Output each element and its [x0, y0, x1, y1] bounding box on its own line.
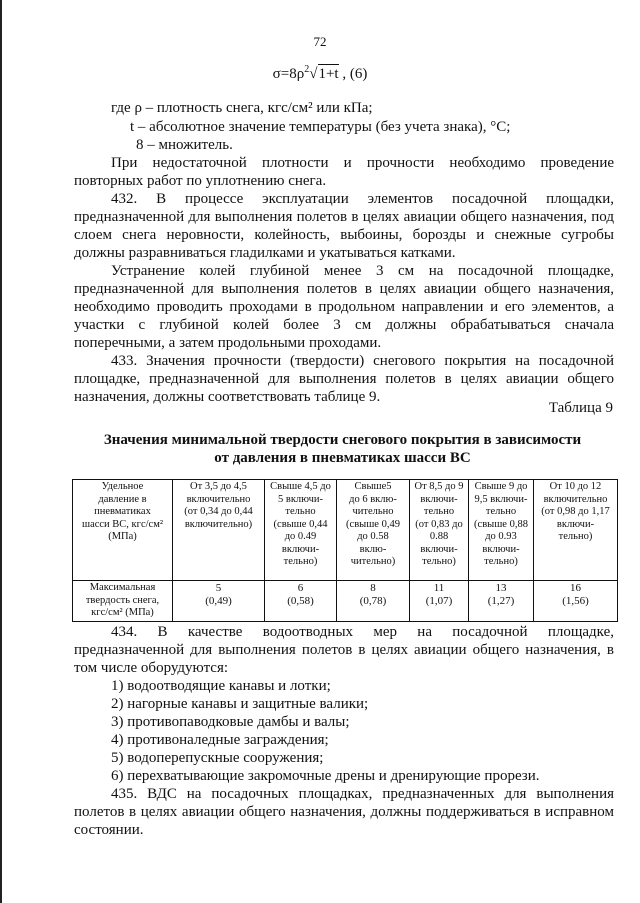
formula-radicand: 1+t — [318, 66, 339, 82]
cell-line: (0,49) — [205, 594, 232, 607]
cell-line: пневматиках — [94, 506, 151, 517]
cell-line: включи- — [482, 543, 520, 555]
cell-line: тельно) — [422, 556, 456, 567]
paragraph-line: 434. В качестве водоотводных мер на посадочной площадке, — [111, 624, 614, 640]
list-item: 5) водоперепускные сооружения; — [111, 750, 324, 766]
formula-6 — [0, 64, 640, 83]
paragraph-line: состоянии. — [74, 822, 144, 838]
cell-line: (свыше 0,49 — [346, 518, 400, 530]
cell-line: (0,58) — [287, 594, 314, 607]
paragraph-line: назначения, должны соответствовать таблице 9. — [74, 389, 381, 405]
cell-line: От 3,5 до 4,5 — [190, 481, 247, 492]
list-item: 1) водоотводящие канавы и лотки; — [111, 678, 331, 694]
cell-line: Максимальная — [89, 582, 156, 593]
value-cell — [469, 581, 534, 622]
header-cell — [469, 480, 534, 581]
cell-line: тельно — [485, 506, 517, 517]
paragraph-line: том числе оборудуются: — [74, 660, 229, 676]
paragraph-line: 433. Значения прочности (твердости) снегового покрытия на посадочной — [111, 353, 614, 369]
header-cell — [337, 480, 410, 581]
formula-left: σ=8ρ — [272, 66, 305, 82]
paragraph-line: предназначенной для выполнения полетов в целях авиации общего назначения, в — [74, 642, 614, 658]
cell-line: включи- — [420, 493, 458, 505]
header-cell — [173, 480, 265, 581]
cell-line: 9,5 включи- — [474, 493, 528, 505]
cell-line: до 0.49 — [284, 531, 317, 542]
cell-line: От 10 до 12 — [549, 481, 602, 492]
cell-line: кгс/см² (МПа) — [91, 607, 154, 618]
cell-line: (свыше 0,88 — [474, 518, 528, 530]
sqrt-sign: √ — [309, 66, 318, 82]
paragraph-line: площадке, предназначенной для выполнения полетов в целях авиации общего — [74, 371, 614, 387]
cell-line: тельно) — [558, 531, 593, 542]
cell-line: Свыше 9 до — [474, 481, 528, 492]
list-item: 4) противоналедные заграждения; — [111, 732, 329, 748]
list-item: 3) противопаводковые дамбы и валы; — [111, 714, 350, 730]
where-line: где ρ – плотность снега, кгс/см² или кПа; — [111, 100, 373, 116]
where-line: 8 – множитель. — [136, 137, 233, 153]
header-label-cell — [73, 480, 173, 581]
cell-line: чительно — [352, 506, 394, 517]
paragraph-line: полетов в целях авиации общего назначения, должны поддерживаться в исправном — [74, 804, 614, 820]
cell-line: тельно) — [283, 556, 318, 567]
formula-exponent: 2 — [304, 64, 310, 75]
cell-line: вклю- — [359, 543, 387, 555]
cell-line: (0,78) — [359, 594, 387, 607]
cell-line: Свыше 4,5 до — [270, 481, 331, 492]
table-title: от давления в пневматиках шасси ВС — [214, 450, 471, 466]
cell-line: 8 — [370, 582, 376, 594]
cell-line: включи- — [281, 543, 320, 555]
cell-line: (1,27) — [487, 594, 515, 607]
cell-line: (свыше 0,44 — [273, 518, 328, 530]
cell-line: твердость снега, — [85, 594, 160, 606]
paragraph-line: слоем снега неровности, колейность, выбоины, борозды и снежные сугробы — [74, 227, 614, 243]
cell-line: (1,56) — [562, 594, 589, 607]
paragraph-line: 432. В процессе эксплуатации элементов посадочной площадки, — [111, 191, 614, 207]
cell-line: (МПа) — [108, 531, 137, 542]
cell-line: От 8,5 до 9 — [414, 481, 464, 492]
cell-line: давление в — [98, 493, 147, 505]
value-cell — [173, 581, 265, 622]
cell-line: тельно — [285, 506, 316, 517]
cell-line: 5 включи- — [277, 493, 323, 505]
cell-line: до 0.58 — [357, 531, 389, 542]
cell-line: тельно — [423, 506, 455, 517]
table-row — [73, 581, 618, 622]
cell-line: чительно) — [350, 556, 396, 567]
table-label: Таблица 9 — [548, 400, 613, 416]
value-cell — [337, 581, 410, 622]
cell-line: 6 — [297, 582, 304, 594]
cell-line: (1,07) — [425, 594, 453, 607]
formula-reference: , (6) — [338, 66, 368, 82]
paragraph-line: При недостаточной плотности и прочности необходимо проведение — [111, 155, 614, 171]
cell-line: 16 — [570, 582, 581, 594]
cell-line: включи- — [556, 518, 595, 530]
paragraph-line: повторных работ по уплотнению снега. — [74, 173, 327, 189]
header-cell — [410, 480, 469, 581]
cell-line: включительно — [186, 493, 251, 505]
paragraph-line: Устранение колей глубиной менее 3 см на посадочной площадке, — [111, 263, 614, 279]
where-line: t – абсолютное значение температуры (без учета знака), °C; — [130, 119, 511, 135]
paragraph-line: поперечными, а затем продольными проходами. — [74, 335, 382, 351]
scan-edge — [0, 0, 2, 903]
cell-line: 11 — [433, 582, 445, 594]
cell-line: Удельное — [101, 481, 144, 492]
cell-line: 0.88 — [429, 531, 449, 542]
cell-line: тельно) — [484, 556, 518, 567]
table-title: Значения минимальной твердости снегового покрытия в зависимости — [103, 432, 582, 448]
paragraph-line: предназначенной для выполнения полетов в целях авиации общего назначения, под — [74, 209, 614, 225]
page-number: 72 — [313, 34, 327, 49]
paragraph-line: предназначенной для выполнения полетов в целях авиации общего назначения, — [74, 281, 614, 297]
paragraph-line: необходимо проводить проходами в продольном направлении и его элементов, а — [74, 299, 614, 315]
hardness-table — [72, 479, 618, 622]
value-cell — [534, 581, 618, 622]
header-cell — [534, 480, 618, 581]
cell-line: включительно) — [184, 518, 253, 530]
cell-line: (от 0,34 до 0,44 — [184, 506, 253, 517]
cell-line: включительно — [543, 493, 608, 505]
cell-line: шасси ВС, кгс/см² — [81, 518, 163, 530]
value-cell — [265, 581, 337, 622]
paragraph-line: 435. ВДС на посадочных площадках, предназначенных для выполнения — [111, 786, 614, 802]
list-item: 6) перехватывающие закромочные дрены и дренирующие прорези. — [111, 768, 540, 784]
cell-line: (от 0,98 до 1,17 — [541, 506, 610, 517]
cell-line: 5 — [215, 582, 222, 594]
cell-line: (от 0,83 до — [415, 518, 463, 530]
paragraph-line: должны разравниваться гладилками и укатываться катками. — [74, 245, 456, 261]
paragraph-line: участки с глубиной колей более 3 см должны обрабатываться сначала — [74, 317, 614, 333]
cell-line: до 0.93 — [485, 531, 517, 542]
cell-line: до 6 вклю- — [349, 493, 397, 505]
value-cell — [410, 581, 469, 622]
header-cell — [265, 480, 337, 581]
row-label-cell — [73, 581, 173, 622]
cell-line: Свыше5 — [354, 481, 392, 492]
table-header-row — [73, 480, 618, 581]
cell-line: включи- — [420, 543, 458, 555]
cell-line: 13 — [495, 582, 507, 594]
list-item: 2) нагорные канавы и защитные валики; — [111, 696, 369, 712]
